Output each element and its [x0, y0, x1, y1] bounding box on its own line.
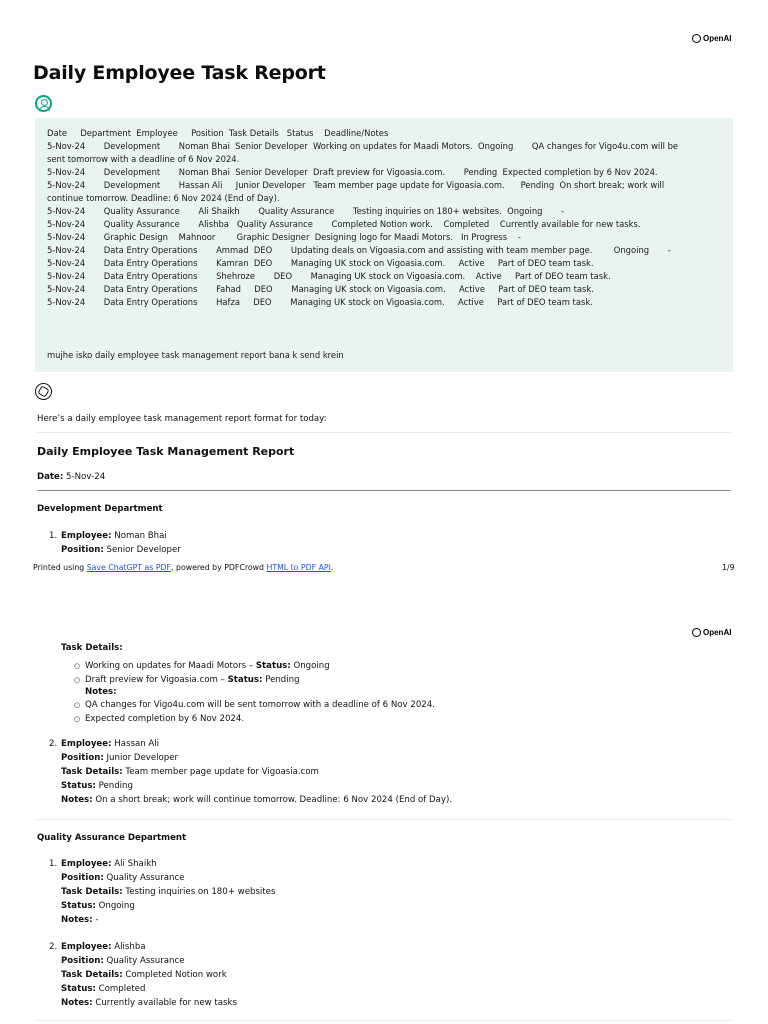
list-number: 2. — [49, 942, 58, 952]
field-label: Notes: — [61, 795, 93, 805]
field-label: Status: — [61, 781, 96, 791]
list-number: 1. — [49, 531, 58, 541]
field-value: Noman Bhai — [111, 531, 167, 541]
status-value: Pending — [262, 675, 300, 685]
save-chatgpt-pdf-link[interactable]: Save ChatGPT as PDF — [86, 563, 172, 572]
user-message-line: Date Department Employee Position Task Details Status Deadline/Notes — [47, 128, 389, 138]
field-value: Ali Shaikh — [111, 859, 157, 869]
field-label: Position: — [61, 873, 104, 883]
status-label: Status: — [255, 661, 291, 671]
field-value: Alishba — [111, 942, 146, 952]
divider — [37, 432, 731, 433]
user-message-line: sent tomorrow with a deadline of 6 Nov 2024. — [47, 154, 240, 164]
field-value: Quality Assurance — [103, 873, 185, 883]
field-value: Completed — [95, 984, 146, 994]
list-item-status — [61, 984, 145, 994]
user-request-text: mujhe isko daily employee task management report bana k send krein — [47, 350, 344, 360]
field-label: Position: — [61, 753, 104, 763]
user-message-line: continue tomorrow. Deadline: 6 Nov 2024 (End of Day). — [47, 193, 280, 203]
user-message-line: 5-Nov-24 Development Noman Bhai Senior Developer Draft preview for Vigoasia.com. Pending Expected completion by 6 Nov 2024. — [47, 167, 658, 177]
page-title: Daily Employee Task Report — [33, 62, 326, 84]
field-value: Team member page update for Vigoasia.com — [122, 767, 319, 777]
list-number: 1. — [49, 859, 58, 869]
field-value: Quality Assurance — [103, 956, 185, 966]
brand-label: OpenAI — [703, 628, 732, 637]
task-item — [85, 675, 300, 685]
task-text: Working on updates for Maadi Motors – — [85, 661, 256, 671]
note-item: ○ QA changes for Vigo4u.com will be sent tomorrow with a deadline of 6 Nov 2024. — [85, 700, 435, 710]
openai-icon — [692, 628, 701, 637]
user-message-line: 5-Nov-24 Data Entry Operations Hafza DEO Managing UK stock on Vigoasia.com. Active Part of DEO team task. — [47, 297, 593, 307]
field-value: Currently available for new tasks — [92, 998, 237, 1008]
footer-prefix: Printed using — [33, 563, 87, 572]
field-label: Status: — [61, 901, 96, 911]
task-item — [85, 661, 330, 671]
user-message-line: 5-Nov-24 Graphic Design Mahnoor Graphic Designer Designing logo for Maadi Motors. In Progress - — [47, 232, 521, 242]
field-label: Task Details: — [61, 887, 123, 897]
list-item-employee — [49, 859, 157, 869]
field-label: Position: — [61, 545, 104, 555]
list-item-position — [61, 545, 181, 555]
brand-label: OpenAI — [703, 34, 732, 43]
field-value: Testing inquiries on 180+ websites — [122, 887, 276, 897]
notes-label: Notes: — [85, 687, 117, 697]
date-value: 5-Nov-24 — [63, 472, 106, 482]
list-item-employee — [49, 942, 146, 952]
field-value: Junior Developer — [103, 753, 179, 763]
user-message-line: 5-Nov-24 Data Entry Operations Kamran DEO Managing UK stock on Vigoasia.com. Active Part of DEO team task. — [47, 258, 594, 268]
list-number: 2. — [49, 739, 58, 749]
status-value: Ongoing — [290, 661, 330, 671]
user-message-line: 5-Nov-24 Development Hassan Ali Junior Developer Team member page update for Vigoasia.com. Pending On short break; work will — [47, 180, 665, 190]
list-item-employee — [49, 739, 160, 749]
user-message-line: 5-Nov-24 Quality Assurance Ali Shaikh Quality Assurance Testing inquiries on 180+ websites. Ongoing - — [47, 206, 565, 216]
field-label: Task Details: — [61, 767, 123, 777]
task-text: Draft preview for Vigoasia.com – — [85, 675, 228, 685]
field-value: On a short break; work will continue tomorrow. Deadline: 6 Nov 2024 (End of Day). — [92, 795, 453, 805]
list-item-position — [61, 873, 185, 883]
user-message-line: 5-Nov-24 Data Entry Operations Fahad DEO Managing UK stock on Vigoasia.com. Active Part of DEO team task. — [47, 284, 594, 294]
footer-suffix: . — [330, 563, 334, 572]
note-item: ○ Expected completion by 6 Nov 2024. — [85, 714, 244, 724]
response-intro: Here’s a daily employee task management report format for today: — [37, 414, 327, 424]
field-label: Task Details: — [61, 970, 123, 980]
list-item-employee — [49, 531, 167, 541]
list-item-status — [61, 901, 135, 911]
page-number: 1/9 — [722, 563, 735, 572]
divider — [37, 1020, 731, 1021]
footer-middle: , powered by PDFCrowd — [171, 563, 267, 572]
field-label: Status: — [61, 984, 96, 994]
openai-logo — [692, 628, 731, 637]
list-item-position — [61, 753, 178, 763]
divider — [37, 819, 731, 820]
date-label: Date: — [37, 472, 64, 482]
list-item-notes — [61, 795, 452, 805]
user-message-line: 5-Nov-24 Quality Assurance Alishba Quality Assurance Completed Notion work. Completed Currently available for new tasks. — [47, 219, 641, 229]
html-to-pdf-api-link[interactable]: HTML to PDF API — [266, 563, 331, 572]
report-heading: Daily Employee Task Management Report — [37, 445, 295, 458]
field-value: Hassan Ali — [111, 739, 160, 749]
status-label: Status: — [227, 675, 263, 685]
list-item-status — [61, 781, 133, 791]
task-details-label: Task Details: — [61, 643, 123, 653]
field-label: Position: — [61, 956, 104, 966]
field-value: - — [92, 915, 99, 925]
list-item-position — [61, 956, 185, 966]
user-avatar-icon — [35, 95, 52, 112]
field-label: Employee: — [61, 531, 112, 541]
divider — [37, 490, 731, 491]
list-item-task-details — [61, 887, 275, 897]
field-value: Completed Notion work — [122, 970, 227, 980]
field-label: Employee: — [61, 859, 112, 869]
openai-icon — [692, 34, 701, 43]
section-heading-development: Development Department — [37, 504, 163, 514]
field-label: Notes: — [61, 998, 93, 1008]
field-value: Pending — [95, 781, 133, 791]
user-message-line: 5-Nov-24 Development Noman Bhai Senior Developer Working on updates for Maadi Motors. Ongoing QA changes for Vigo4u.com will be — [47, 141, 679, 151]
field-label: Notes: — [61, 915, 93, 925]
section-heading-qa: Quality Assurance Department — [37, 833, 187, 843]
report-date — [37, 472, 105, 482]
list-item-task-details — [61, 970, 227, 980]
print-footer — [33, 563, 333, 572]
user-message-line: 5-Nov-24 Data Entry Operations Shehroze DEO Managing UK stock on Vigoasia.com. Active Part of DEO team task. — [47, 271, 611, 281]
field-value: Senior Developer — [103, 545, 181, 555]
user-message-line: 5-Nov-24 Data Entry Operations Ammad DEO Updating deals on Vigoasia.com and assisting with team member page. Ongoing - — [47, 245, 671, 255]
field-label: Employee: — [61, 942, 112, 952]
chatgpt-icon — [35, 383, 52, 400]
user-message-box — [35, 118, 733, 372]
openai-logo — [692, 34, 731, 43]
field-value: Ongoing — [95, 901, 135, 911]
list-item-notes — [61, 998, 237, 1008]
list-item-notes — [61, 915, 98, 925]
list-item-task-details — [61, 767, 319, 777]
field-label: Employee: — [61, 739, 112, 749]
